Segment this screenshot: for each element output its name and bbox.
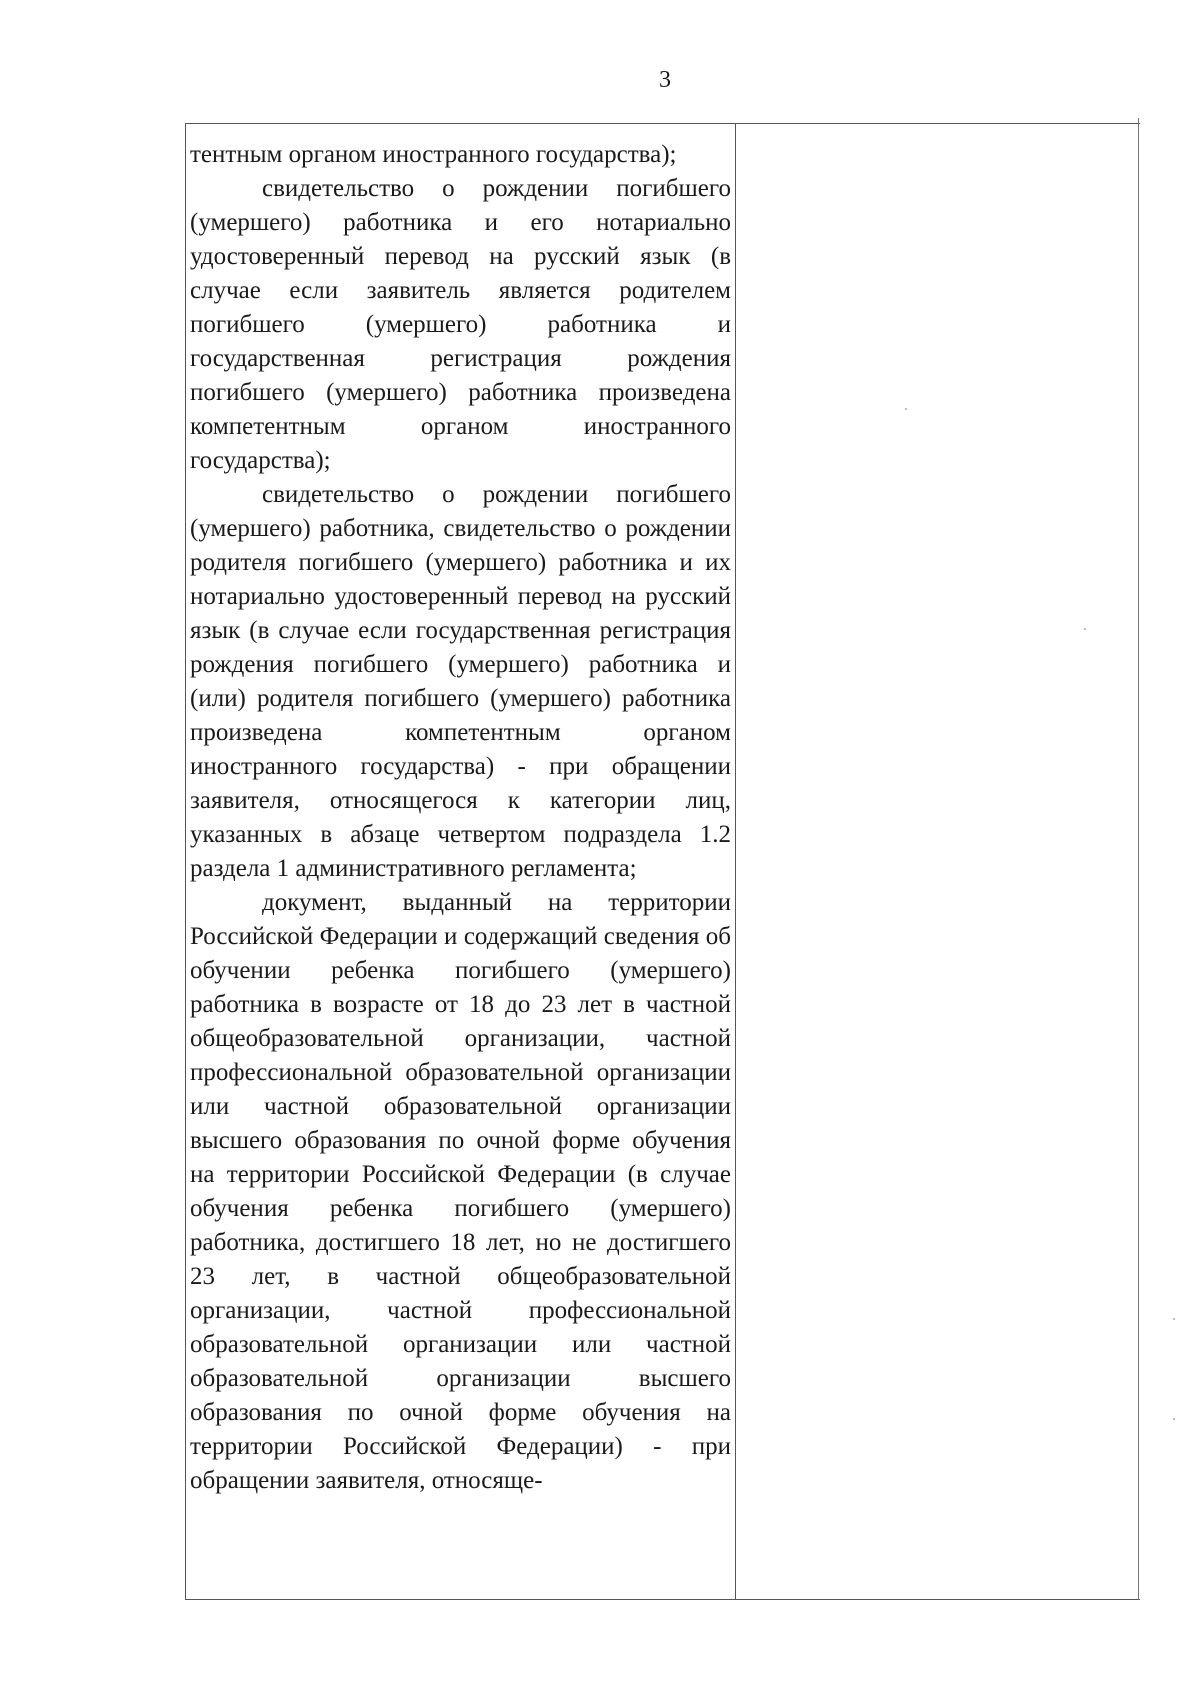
paragraph-continuation: тентным органом иностранного государства); [190, 141, 677, 168]
page-number: 3 [659, 67, 671, 93]
paragraph-education-document: документ, выданный на территории Российской Федерации и содержащий сведения об обучении ребенка погибшего (умершего) работника в возрасте от 18 до 23 лет в частной общеобразовательной организации, частной профессиональной образовательной организации или частной образовательной организации высшего образования по очной форме обучения на территории Российской Федерации (в случае обучения ребенка погибшего (умершего) работника, достигшего 18 лет, но не достигшего 23 лет, в частной общеобразовательной организации, частной профессиональной образовательной организации или частной образовательной организации высшего образования по очной форме обучения на территории Российской Федерации) - при обращении заявителя, относяще- [190, 889, 731, 1494]
scan-artifact [905, 408, 907, 410]
scan-artifact [1173, 1318, 1175, 1320]
scan-artifact [1084, 628, 1086, 630]
table-right-border [1138, 118, 1139, 1600]
paragraph-birth-certificate-worker: свидетельство о рождении погибшего (умершего) работника и его нотариально удостоверенный перевод на русский язык (в случае если заявитель является родителем погибшего (умершего) работника и государственная регистрация рождения погибшего (умершего) работника произведена компетентным органом иностранного государства); [190, 175, 731, 474]
left-column-text [190, 138, 731, 1498]
paragraph-birth-certificate-parent: свидетельство о рождении погибшего (умершего) работника, свидетельство о рождении родителя погибшего (умершего) работника и их нотариально удостоверенный перевод на русский язык (в случае если государственная регистрация рождения погибшего (умершего) работника и (или) родителя погибшего (умершего) работника произведена компетентным органом иностранного государства) - при обращении заявителя, относящегося к категории лиц, указанных в абзаце четвертом подраздела 1.2 раздела 1 административного регламента; [190, 481, 731, 882]
column-divider [735, 123, 736, 1600]
scan-artifact [1173, 1418, 1175, 1420]
